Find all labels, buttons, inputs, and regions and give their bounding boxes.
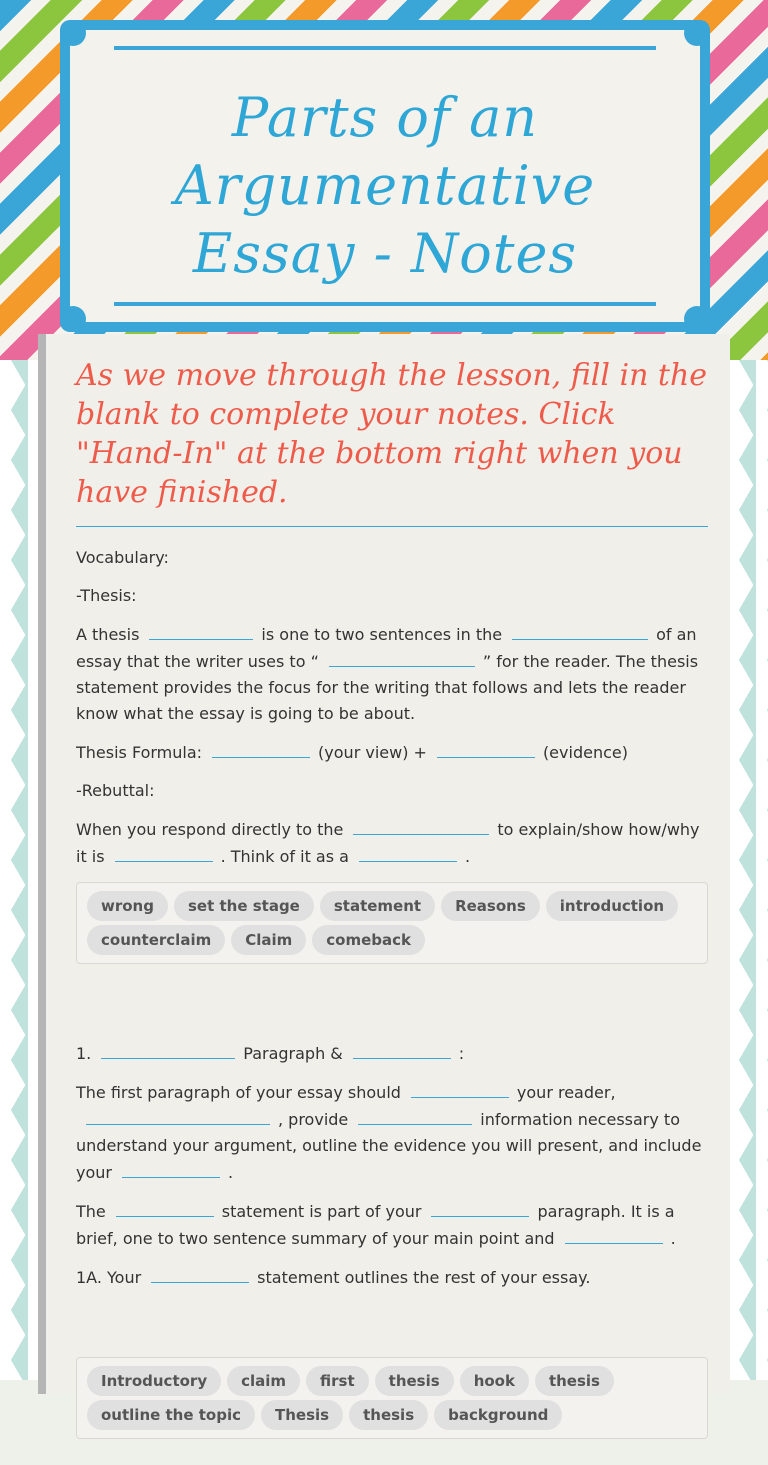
blank-input[interactable] — [411, 1079, 509, 1098]
word-chip[interactable]: wrong — [87, 891, 168, 921]
blank-input[interactable] — [512, 621, 648, 640]
blank-input[interactable] — [151, 1264, 249, 1283]
word-chip[interactable]: background — [434, 1400, 562, 1430]
blank-input[interactable] — [115, 843, 213, 862]
blank-input[interactable] — [358, 1106, 472, 1125]
blank-input[interactable] — [431, 1198, 529, 1217]
blank-input[interactable] — [329, 648, 475, 667]
thesis-statement-paragraph: The statement is part of your paragraph. It is a brief, one to two sentence summary of your main point and . — [76, 1198, 708, 1252]
page-title: Parts of an Argumentative Essay - Notes — [174, 86, 596, 285]
word-chip[interactable]: claim — [227, 1366, 300, 1396]
word-chip[interactable]: set the stage — [174, 891, 314, 921]
instructions: As we move through the lesson, fill in the blank to complete your notes. Click "Hand-In" at the bottom right when you have finished. — [76, 358, 708, 510]
thesis-formula: Thesis Formula: (your view) + (evidence) — [76, 739, 708, 766]
word-bank-2 — [76, 1357, 708, 1439]
rebuttal-heading: -Rebuttal: — [76, 781, 155, 800]
blank-input[interactable] — [437, 739, 535, 758]
word-chip[interactable]: Reasons — [441, 891, 540, 921]
divider — [76, 526, 708, 527]
blank-input[interactable] — [353, 1040, 451, 1059]
word-chip[interactable]: hook — [460, 1366, 529, 1396]
paragraph-heading: 1. Paragraph & : — [76, 1040, 708, 1067]
blank-input[interactable] — [359, 843, 457, 862]
word-chip[interactable]: statement — [320, 891, 435, 921]
thesis-outline-paragraph: 1A. Your statement outlines the rest of your essay. — [76, 1264, 708, 1291]
blank-input[interactable] — [353, 816, 489, 835]
word-chip[interactable]: comeback — [312, 925, 425, 955]
word-chip[interactable]: thesis — [349, 1400, 428, 1430]
rebuttal-paragraph: When you respond directly to the to explain/show how/why it is . Think of it as a . — [76, 816, 708, 870]
blank-input[interactable] — [212, 739, 310, 758]
word-chip[interactable]: Claim — [231, 925, 306, 955]
title-card — [60, 20, 710, 332]
first-paragraph: The first paragraph of your essay should your reader,, provide information necessary to understand your argument, outline the evidence you will present, and include your . — [76, 1079, 708, 1186]
vocabulary-label: Vocabulary: — [76, 548, 169, 567]
word-chip[interactable]: Introductory — [87, 1366, 221, 1396]
word-chip[interactable]: introduction — [546, 891, 678, 921]
worksheet — [38, 334, 730, 1424]
thesis-paragraph: A thesis is one to two sentences in the of an essay that the writer uses to “ ” for the reader. The thesis statement provides the focus for the writing that follows and lets the reader know what the essay is going to be about. — [76, 621, 708, 727]
blank-input[interactable] — [86, 1106, 270, 1125]
blank-input[interactable] — [101, 1040, 235, 1059]
blank-input[interactable] — [149, 621, 253, 640]
word-chip[interactable]: counterclaim — [87, 925, 225, 955]
word-chip[interactable]: Thesis — [261, 1400, 343, 1430]
word-chip[interactable]: thesis — [375, 1366, 454, 1396]
word-chip[interactable]: thesis — [535, 1366, 614, 1396]
blank-input[interactable] — [116, 1198, 214, 1217]
word-chip[interactable]: outline the topic — [87, 1400, 255, 1430]
thesis-heading: -Thesis: — [76, 586, 137, 605]
blank-input[interactable] — [565, 1225, 663, 1244]
blank-input[interactable] — [122, 1159, 220, 1178]
word-chip[interactable]: first — [306, 1366, 369, 1396]
word-bank-1 — [76, 882, 708, 964]
